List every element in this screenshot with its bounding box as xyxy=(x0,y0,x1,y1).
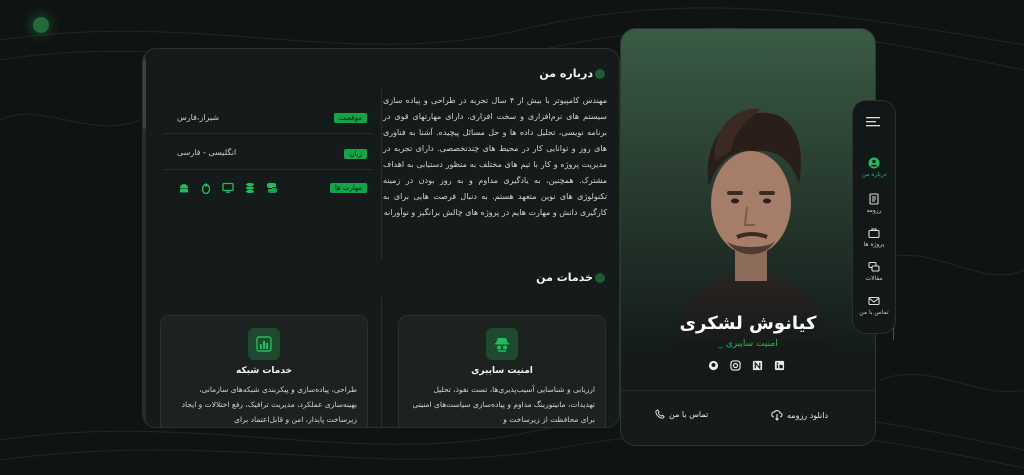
monitor-icon xyxy=(221,181,235,195)
service-desc: طراحی، پیاده‌سازی و پیکربندی شبکه‌های سازمانی، بهینه‌سازی عملکرد، مدیریت ترافیک، رفع اختلالات و ایجاد زیرساخت پایدار، امن و قابل‌اعتماد برای xyxy=(181,385,357,424)
resume-icon xyxy=(868,193,880,205)
divider xyxy=(381,89,382,259)
about-text: مهندس کامپیوتر با بیش از ۴ سال تجربه در طراحی و پیاده سازی سیستم های نرم‌افزاری و سخت افزاری. دارای مهارتهای قوی در برنامه نویسی، تحلیل داده ها و حل مسائل پیچیده. آشنا به فناوری های روز و توانایی کار در محیط های چندتخصصی. دارای تجربه در مدیریت پروژه و کار با تیم های مختلف به منظور دستیابی به اهداف مشترک. همچنین، به یادگیری مداوم و به روز بودن در زمینه تکنولوژی های نوین متعهد هستم. به دنبال فرصت هایی برای به کارگیری دانش و مهارت هایم در پروژه های چالش برانگیز و نوآورانه xyxy=(383,96,607,217)
side-nav xyxy=(852,100,896,334)
profile-role: امنیت سایبری _ xyxy=(718,339,778,349)
spy-icon xyxy=(486,328,518,360)
linux-icon xyxy=(199,181,213,195)
location-tag: موقعیت xyxy=(334,113,367,123)
nav-item-contact[interactable]: تماس با من xyxy=(853,295,895,316)
skill-icons xyxy=(177,181,279,195)
service-card-network[interactable] xyxy=(160,315,368,428)
python-icon xyxy=(265,181,279,195)
briefcase-icon xyxy=(868,227,880,239)
github-icon[interactable] xyxy=(707,359,719,371)
service-desc: ارزیابی و شناسایی آسیب‌پذیری‌ها، تست نفوذ، تحلیل تهدیدات، مانیتورینگ مداوم و پیاده‌سازی سیاست‌های امنیتی برای محافظت از زیرساخت و xyxy=(412,385,595,424)
language-value: انگلیسی - فارسی xyxy=(177,148,237,157)
chat-icon xyxy=(868,261,880,273)
skills-tag: مهارت ها xyxy=(330,183,367,193)
profile-actions xyxy=(621,390,875,445)
mail-icon xyxy=(868,295,880,307)
contact-me-button[interactable]: تماس با من xyxy=(655,409,708,419)
android-icon xyxy=(177,181,191,195)
notion-icon[interactable] xyxy=(751,359,763,371)
service-title: خدمات شبکه xyxy=(235,366,293,376)
service-card-security[interactable] xyxy=(398,315,606,428)
divider xyxy=(381,297,382,427)
linkedin-icon[interactable] xyxy=(773,359,785,371)
download-resume-button[interactable]: دانلود رزومه xyxy=(771,409,828,421)
service-title: امنیت سایبری xyxy=(471,366,533,376)
nav-item-projects[interactable]: پروژه ها xyxy=(853,227,895,248)
nav-item-about[interactable]: درباره من xyxy=(853,157,895,178)
profile-name: کیانوش لشکری xyxy=(679,313,817,334)
location-value: شیراز،فارس xyxy=(177,113,220,122)
menu-icon[interactable] xyxy=(866,116,882,128)
phone-icon xyxy=(655,409,665,419)
database-icon xyxy=(243,181,257,195)
about-title: درباره من xyxy=(539,67,605,80)
decorative-orb xyxy=(33,17,49,33)
nav-item-articles[interactable]: مقالات xyxy=(853,261,895,282)
social-links xyxy=(707,359,785,371)
title-dot xyxy=(595,69,605,79)
services-title: خدمات من xyxy=(536,271,605,284)
nav-item-resume[interactable]: رزومه xyxy=(853,193,895,214)
language-tag: زبان xyxy=(344,149,367,159)
cloud-download-icon xyxy=(771,409,783,421)
scrollbar-thumb[interactable] xyxy=(143,59,146,129)
chart-icon xyxy=(248,328,280,360)
profile-card xyxy=(620,28,876,446)
main-panel[interactable] xyxy=(142,48,620,428)
instagram-icon[interactable] xyxy=(729,359,741,371)
title-dot xyxy=(595,273,605,283)
profile-photo xyxy=(661,91,841,351)
user-icon xyxy=(868,157,880,169)
